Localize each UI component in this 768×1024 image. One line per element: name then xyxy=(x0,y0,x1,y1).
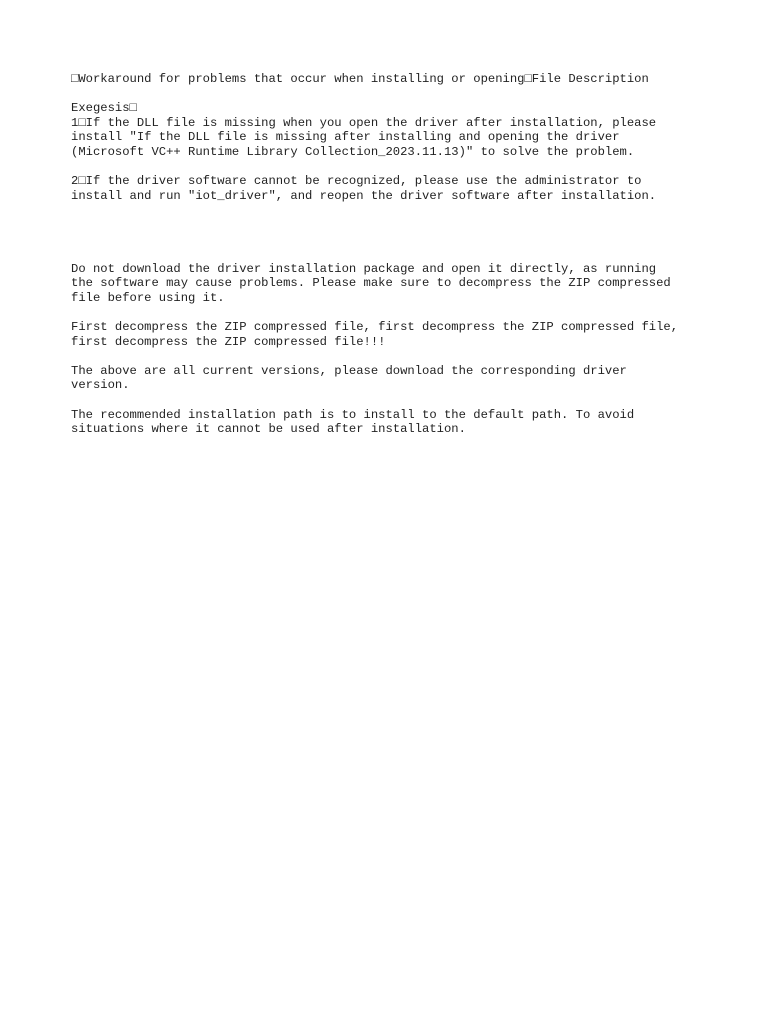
spacer xyxy=(71,87,711,102)
item-2-line: 2□If the driver software cannot be recognized, please use the administrator to xyxy=(71,174,642,189)
path-note-paragraph xyxy=(71,408,711,437)
document-title: □Workaround for problems that occur when installing or opening□File Description xyxy=(71,72,649,86)
document-page xyxy=(71,72,711,437)
spacer xyxy=(71,349,711,364)
download-warning-paragraph xyxy=(71,262,711,306)
download-warning-line: Do not download the driver installation package and open it directly, as running xyxy=(71,261,657,276)
item-1-paragraph xyxy=(71,116,711,160)
item-2-paragraph xyxy=(71,174,711,203)
download-warning-line: file before using it. xyxy=(71,290,225,305)
versions-note-line: The above are all current versions, please download the corresponding driver xyxy=(71,363,627,378)
exegesis-heading: Exegesis□ xyxy=(71,101,137,116)
download-warning-line: the software may cause problems. Please make sure to decompress the ZIP compressed xyxy=(71,276,671,291)
spacer xyxy=(71,160,711,175)
path-note-line: situations where it cannot be used after installation. xyxy=(71,422,466,437)
spacer xyxy=(71,393,711,408)
decompress-warning-line: First decompress the ZIP compressed file, first decompress the ZIP compressed file, xyxy=(71,320,679,335)
item-1-line: install "If the DLL file is missing after installing and opening the driver xyxy=(71,130,620,145)
item-1-line: 1□If the DLL file is missing when you open the driver after installation, please xyxy=(71,115,657,130)
versions-note-paragraph xyxy=(71,364,711,393)
path-note-line: The recommended installation path is to install to the default path. To avoid xyxy=(71,407,635,422)
decompress-warning-line: first decompress the ZIP compressed file!!! xyxy=(71,334,386,349)
versions-note-line: version. xyxy=(71,378,130,393)
decompress-warning-paragraph xyxy=(71,320,711,349)
spacer xyxy=(71,306,711,321)
item-2-line: install and run "iot_driver", and reopen the driver software after installation. xyxy=(71,188,657,203)
spacer xyxy=(71,203,711,261)
item-1-line: (Microsoft VC++ Runtime Library Collection_2023.11.13)" to solve the problem. xyxy=(71,144,635,159)
